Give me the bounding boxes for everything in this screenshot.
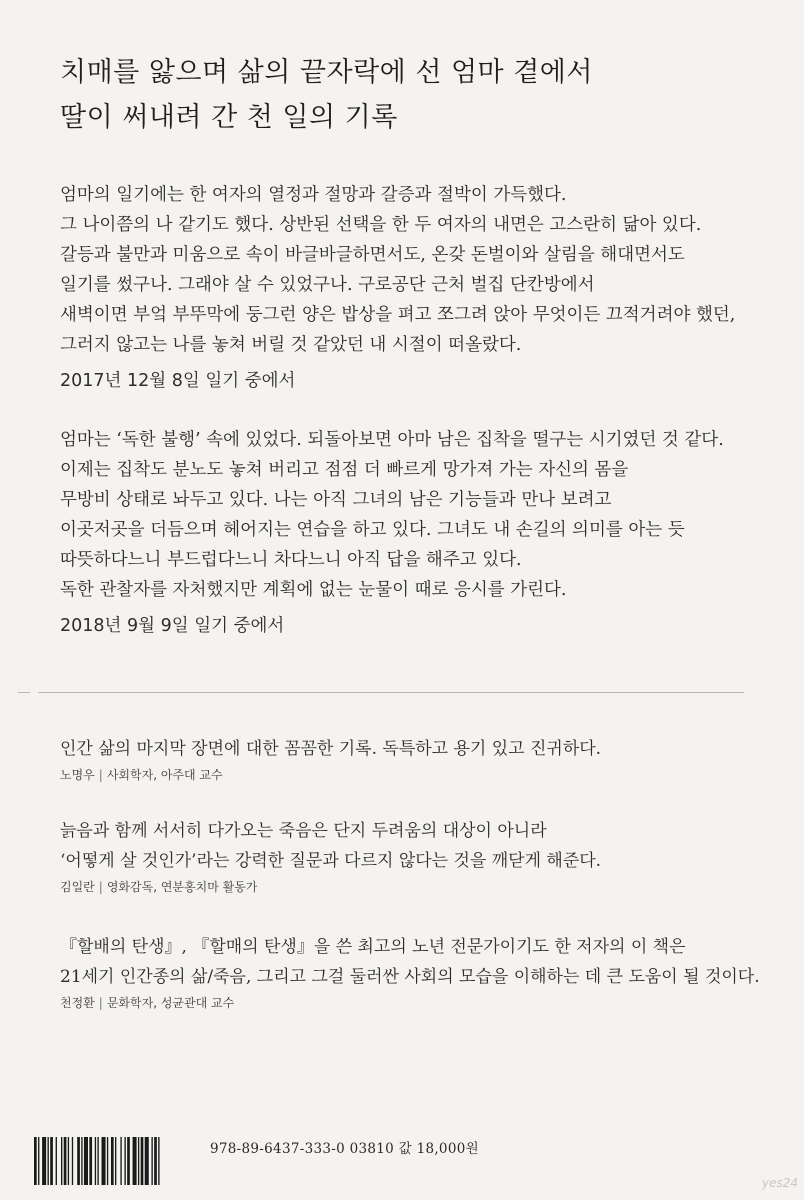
barcode-bar	[38, 1137, 39, 1185]
barcode-bar	[77, 1137, 80, 1185]
barcode-bar	[95, 1137, 96, 1185]
barcode-bar	[145, 1137, 149, 1185]
diary-2-line: 무방비 상태로 놔두고 있다. 나는 아직 그녀의 남은 기능들과 만나 보려고	[60, 490, 612, 510]
reviewer-role: 사회학자, 아주대 교수	[106, 768, 223, 782]
diary-2-source: 2018년 9월 9일 일기 중에서	[60, 616, 285, 636]
headline	[60, 50, 760, 140]
barcode-bar	[50, 1137, 53, 1185]
barcode-bar	[133, 1137, 137, 1185]
barcode-bar	[158, 1137, 159, 1185]
barcode-bar	[81, 1137, 82, 1185]
reviewer-name: 천정환	[60, 996, 95, 1010]
reviewer-role: 문화학자, 성균관대 교수	[106, 996, 235, 1010]
barcode-bar	[48, 1137, 49, 1185]
diary-2-line: 엄마는 ‘독한 불행’ 속에 있었다. 되돌아보면 아마 남은 집착을 떨구는 시기였던 것 같다.	[60, 430, 724, 450]
attribution-separator: |	[98, 996, 103, 1010]
review-1-quote: 인간 삶의 마지막 장면에 대한 꼼꼼한 기록. 독특하고 용기 있고 진귀하다.	[60, 739, 602, 759]
barcode-bar	[111, 1137, 114, 1185]
review-3	[60, 932, 760, 1011]
barcode-bar	[42, 1137, 46, 1185]
diary-2-line: 이제는 집착도 분노도 놓쳐 버리고 점점 더 빠르게 망가져 가는 자신의 몸을	[60, 460, 629, 480]
isbn-price: 978-89-6437-333-0 03810 값 18,000원	[210, 1141, 479, 1157]
diary-excerpt-1	[60, 180, 760, 396]
review-3-quote: 21세기 인간종의 삶/죽음, 그리고 그걸 둘러싼 사회의 모습을 이해하는 데 큰 도움이 될 것이다.	[60, 967, 760, 987]
barcode-bar	[127, 1137, 130, 1185]
barcode-bar	[72, 1137, 73, 1185]
barcode-bar	[138, 1137, 139, 1185]
diary-2-line: 독한 관찰자를 자처했지만 계획에 없는 눈물이 때로 응시를 가린다.	[60, 580, 567, 600]
barcode-bar	[115, 1137, 116, 1185]
headline-line-1: 치매를 앓으며 삶의 끝자락에 선 엄마 곁에서	[60, 57, 593, 88]
barcode-bar	[120, 1137, 121, 1185]
diary-1-source: 2017년 12월 8일 일기 중에서	[60, 371, 296, 391]
headline-line-2: 딸이 써내려 간 천 일의 기록	[60, 102, 398, 133]
review-3-attribution	[60, 994, 760, 1011]
barcode-bar	[141, 1137, 144, 1185]
reviewer-name: 김일란	[60, 880, 95, 894]
diary-1-line: 그 나이쯤의 나 같기도 했다. 상반된 선택을 한 두 여자의 내면은 고스란히 닮아 있다.	[60, 215, 702, 235]
barcode-bar	[64, 1137, 67, 1185]
diary-1-line: 갈등과 불만과 미움으로 속이 바글바글하면서도, 온갖 돈벌이와 살림을 해대면서도	[60, 245, 685, 265]
reviewer-role: 영화감독, 연분홍치마 활동가	[106, 880, 258, 894]
barcode-bar	[84, 1137, 88, 1185]
barcode-bar	[97, 1137, 98, 1185]
attribution-separator: |	[98, 768, 103, 782]
diary-1-line: 그러지 않고는 나를 놓쳐 버릴 것 같았던 내 시절이 떠올랐다.	[60, 335, 522, 355]
review-1	[60, 734, 760, 783]
review-2-quote: ‘어떻게 살 것인가’라는 강력한 질문과 다르지 않다는 것을 깨닫게 해준다.	[60, 851, 602, 871]
diary-1-line: 새벽이면 부엌 부뚜막에 둥그런 양은 밥상을 펴고 쪼그려 앉아 무엇이든 끄적거려야 했던,	[60, 305, 736, 325]
barcode-bar	[102, 1137, 106, 1185]
review-2-quote: 늙음과 함께 서서히 다가오는 죽음은 단지 두려움의 대상이 아니라	[60, 821, 547, 841]
barcode-bar	[154, 1137, 157, 1185]
review-2	[60, 816, 760, 895]
attribution-separator: |	[98, 880, 103, 894]
review-2-attribution	[60, 878, 760, 895]
barcode-bar	[34, 1137, 37, 1185]
barcode-bar	[56, 1137, 57, 1185]
watermark: yes24	[761, 1176, 798, 1190]
barcode-bar	[124, 1137, 125, 1185]
diary-2-line: 따뜻하다느니 부드럽다느니 차다느니 아직 답을 해주고 있다.	[60, 550, 522, 570]
review-1-attribution	[60, 766, 760, 783]
barcode-bar	[61, 1137, 62, 1185]
diary-2-line: 이곳저곳을 더듬으며 헤어지는 연습을 하고 있다. 그녀도 내 손길의 의미를 아는 듯	[60, 520, 685, 540]
diary-1-line: 일기를 썼구나. 그래야 살 수 있었구나. 구로공단 근처 벌집 단칸방에서	[60, 275, 595, 295]
diary-excerpt-2	[60, 425, 760, 641]
divider-dash	[18, 692, 30, 693]
barcode-bar	[151, 1137, 152, 1185]
reviewer-name: 노명우	[60, 768, 95, 782]
barcode-bar	[68, 1137, 69, 1185]
barcode-image	[34, 1137, 194, 1185]
barcode-bar	[89, 1137, 92, 1185]
section-divider	[38, 692, 744, 693]
review-3-quote: 『할배의 탄생』, 『할매의 탄생』을 쓴 최고의 노년 전문가이기도 한 저자의 이 책은	[60, 937, 686, 957]
barcode-bar	[107, 1137, 108, 1185]
diary-1-line: 엄마의 일기에는 한 여자의 열정과 절망과 갈증과 절박이 가득했다.	[60, 185, 567, 205]
